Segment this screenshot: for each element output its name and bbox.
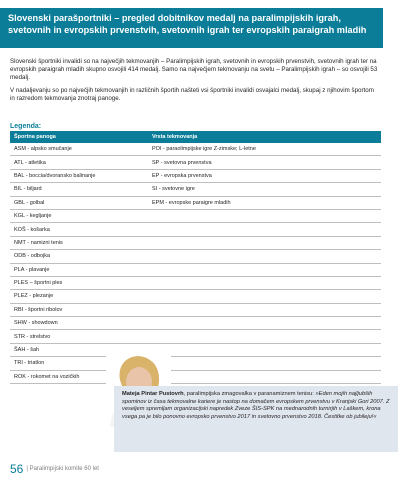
sport-cell: RBI - športni ribolov <box>10 303 148 316</box>
competition-cell <box>148 343 381 356</box>
legend-col-competition-header: Vrsta tekmovanja <box>148 131 381 143</box>
table-row <box>10 276 381 289</box>
competition-cell <box>148 236 381 249</box>
table-row <box>10 263 381 276</box>
intro-text <box>10 58 380 108</box>
competition-cell <box>148 263 381 276</box>
competition-cell <box>148 370 381 383</box>
legend-header-row <box>10 131 381 143</box>
competition-cell: SP - svetovna prvenstva <box>148 156 381 169</box>
competition-cell: EPM - evropske paraigre mladih <box>148 196 381 209</box>
table-row <box>10 143 381 156</box>
competition-cell <box>148 250 381 263</box>
sport-cell: SHW - showdown <box>10 317 148 330</box>
competition-cell: POI - paraolimpijske igre Z-zimske; L-letne <box>148 143 381 156</box>
table-row <box>10 370 381 383</box>
table-row <box>10 156 381 169</box>
legend-col-sport-header: Športna panoga <box>10 131 148 143</box>
sport-cell: ROK - rokomet na vozičkih <box>10 370 148 383</box>
table-row <box>10 357 381 370</box>
sport-cell: PLA - plavanje <box>10 263 148 276</box>
legend-table <box>10 131 381 384</box>
competition-cell <box>148 330 381 343</box>
table-row <box>10 303 381 316</box>
sport-cell: BAL - boccia/dvoransko balinanje <box>10 169 148 182</box>
competition-cell <box>148 357 381 370</box>
competition-cell: SI - svetovne igre <box>148 183 381 196</box>
sport-cell: ASM - alpsko smučanje <box>10 143 148 156</box>
table-row <box>10 223 381 236</box>
sport-cell: ATL - atletika <box>10 156 148 169</box>
page-number: 56 <box>10 462 24 476</box>
competition-cell <box>148 317 381 330</box>
sport-cell: GBL - golbal <box>10 196 148 209</box>
competition-cell <box>148 223 381 236</box>
footer-text: | Paralimpijski komite 60 let <box>26 466 99 472</box>
table-row <box>10 169 381 182</box>
table-row <box>10 330 381 343</box>
table-row <box>10 317 381 330</box>
sport-cell: NMT - namizni tenis <box>10 236 148 249</box>
legend-title: Legenda: <box>10 123 42 130</box>
sport-cell: ODB - odbojka <box>10 250 148 263</box>
sport-cell: KOŠ - košarka <box>10 223 148 236</box>
sport-cell: KGL - kegljanje <box>10 209 148 222</box>
table-row <box>10 236 381 249</box>
header-banner <box>0 8 383 48</box>
sport-cell: ŠAH - šah <box>10 343 148 356</box>
page-footer <box>10 462 99 476</box>
table-row <box>10 196 381 209</box>
sport-cell: STR - strelstvo <box>10 330 148 343</box>
intro-paragraph-2: V nadaljevanju so po največjih tekmovanjih in različnih športih našteti vsi športniki invalidi osvajalci medalj, skupaj z njihovim športom in razredom tekmovanja znotraj panoge. <box>10 87 374 102</box>
sport-cell: TRI - triatlon <box>10 357 148 370</box>
sport-cell: BIL - biljard <box>10 183 148 196</box>
page-title: Slovenski parašportniki – pregled dobitnikov medalj na paralimpijskih igrah, svetovnih in evropskih prvenstvih, svetovnih igrah ter evropskih paraigrah mladih <box>8 13 367 35</box>
competition-cell <box>148 303 381 316</box>
table-row <box>10 183 381 196</box>
competition-cell <box>148 209 381 222</box>
competition-cell <box>148 276 381 289</box>
table-row <box>10 343 381 356</box>
quote-author: Mateja Pintar Pustovrh <box>122 391 184 397</box>
table-row <box>10 209 381 222</box>
sport-cell: PLEZ - plezanje <box>10 290 148 303</box>
competition-cell <box>148 290 381 303</box>
sport-cell: PLES – športni ples <box>10 276 148 289</box>
competition-cell: EP - evropska prvenstva <box>148 169 381 182</box>
quote-author-role: , paralimpijska zmagovalka v paranamiznem tenisu: <box>183 391 314 397</box>
quote-text: »Eden mojih najljubših spominov iz časa tekmovalne kariere je nastop na domačem evropskem prvenstvu v Kranjski Gori 2007. Z veseljem spremljam organizacijski napredek Zveze ŠIS-SPK na mednarodnih turnirjih v Laškem, krona vsega pa je bilo ponovno evropsko prvenstvo 2017 in svetovno prvenstvo 2018. Čestitke ob jubileju!« <box>122 391 390 420</box>
table-row <box>10 290 381 303</box>
table-row <box>10 250 381 263</box>
intro-paragraph-1: Slovenski športniki invalidi so na največjih tekmovanjih – Paralimpijskih igrah, svetovnih in evropskih prvenstvih, svetovnih igrah ter na evropskih paraigrah mladih skupno osvojili 414 medalj. Samo na največjem tekmovanju na svetu – Paralimpijskih igrah – so osvojili 53 medalj. <box>10 58 378 81</box>
quote-box <box>114 386 398 452</box>
